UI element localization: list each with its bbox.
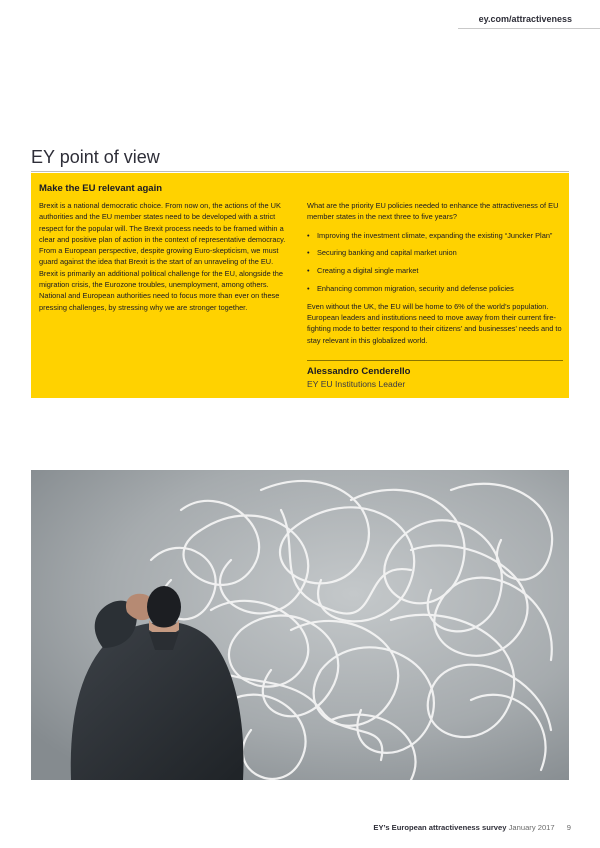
list-item-text: Creating a digital single market <box>317 266 419 276</box>
signature-rule <box>307 360 563 361</box>
panel-heading: Make the EU relevant again <box>39 183 163 194</box>
list-item-text: Enhancing common migration, security and defense policies <box>317 283 514 293</box>
page-number: 9 <box>566 823 571 832</box>
header-url[interactable]: ey.com/attractiveness <box>478 14 572 24</box>
bullet-icon: • <box>307 248 310 258</box>
list-item-text: Improving the investment climate, expanding the existing “Juncker Plan” <box>317 230 553 240</box>
list-item <box>307 247 563 258</box>
section-title-rule <box>31 171 569 172</box>
bullet-icon: • <box>307 283 310 293</box>
section-title: EY point of view <box>31 147 160 167</box>
bullet-icon: • <box>307 266 310 276</box>
closing-paragraph: Even without the UK, the EU will be home to 6% of the world’s population. European leaders and institutions need to move away from their current fire-fighting mode to better respond to their citizens’ and businesses’ needs and to stay relevant in this globalized world. <box>307 301 562 345</box>
left-column <box>39 200 291 313</box>
signature-role: EY EU Institutions Leader <box>307 379 406 389</box>
list-item <box>307 265 563 276</box>
scribble-wall-illustration <box>31 470 569 780</box>
bullet-icon: • <box>307 230 310 240</box>
footer <box>373 823 571 832</box>
signature-name: Alessandro Cenderello <box>307 366 411 377</box>
left-paragraph: Brexit is a national democratic choice. From now on, the actions of the UK authorities and the EU member states need to be developed with a strict respect for the popular will. The Brexit process needs to be framed within a clear and positive plan of action in the context of representative democracy. From a European perspective, despite growing Euro-skepticism, we must guard against the idea that Brexit is the start of an unraveling of the EU. Brexit is primarily an additional political challenge for the EU, alongside the migration crisis, the Eurozone troubles, unemployment, among others. National and European authorities need to focus more than ever on these pressing challenges, by stressing why we are stronger together. <box>39 201 286 312</box>
header-rule <box>458 28 600 29</box>
footer-publication: EY’s European attractiveness survey <box>373 823 507 832</box>
hero-photo <box>31 470 569 780</box>
list-item <box>307 283 563 294</box>
viewpoint-panel <box>31 173 569 398</box>
policy-list <box>307 230 563 295</box>
list-item-text: Securing banking and capital market union <box>317 248 457 258</box>
footer-date: January 2017 <box>508 823 555 832</box>
policy-question: What are the priority EU policies needed to enhance the attractiveness of EU member states in the next three to five years? <box>307 201 559 222</box>
right-column <box>307 200 563 346</box>
list-item <box>307 230 563 241</box>
